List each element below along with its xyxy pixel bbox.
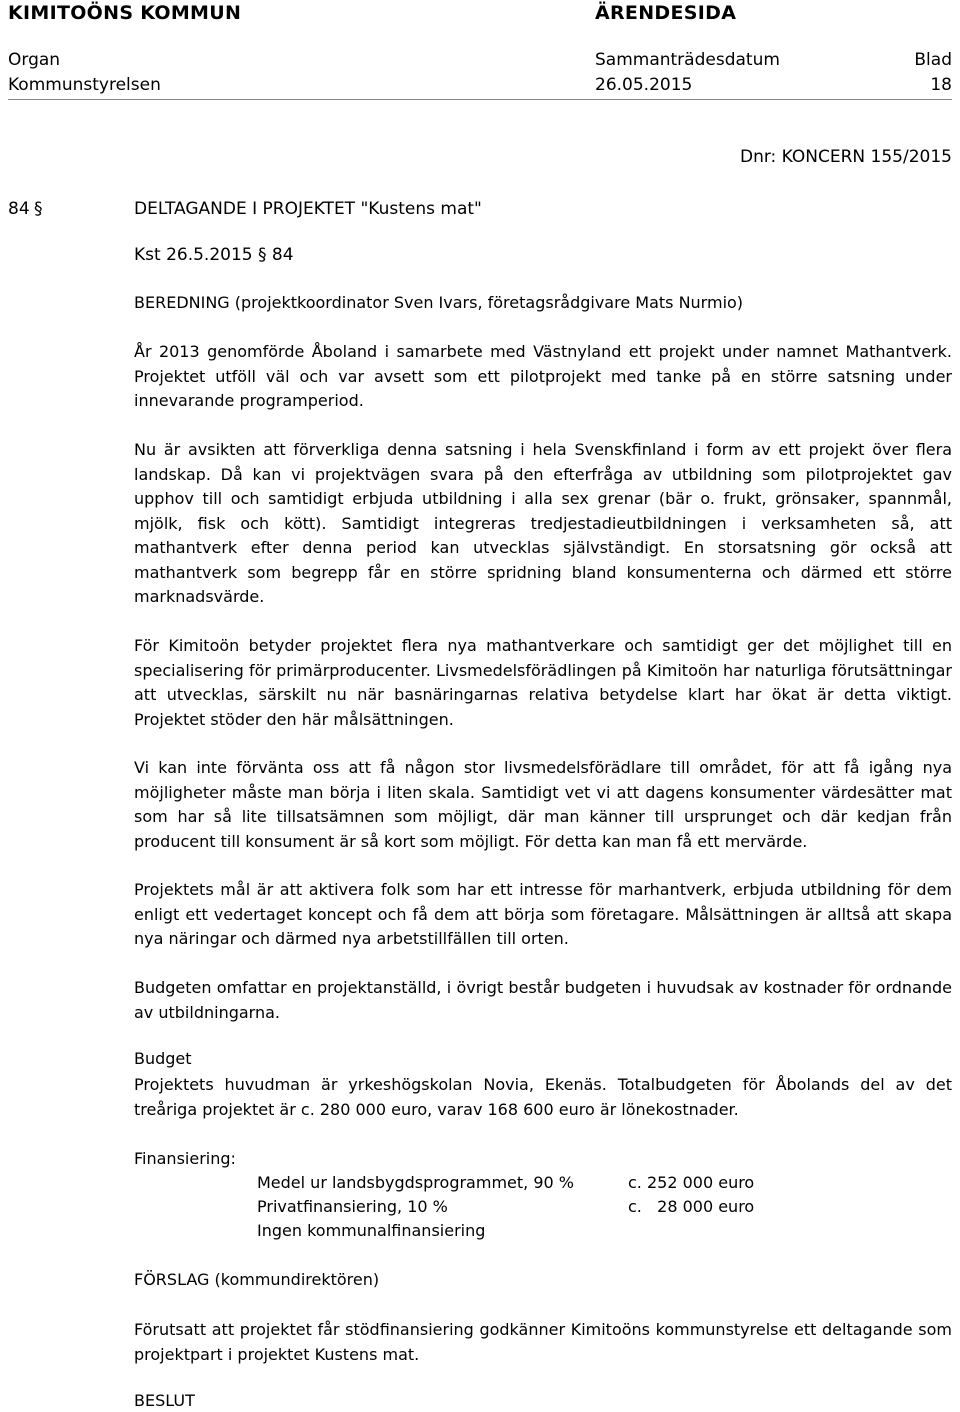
page-number: 18 [930, 75, 952, 95]
financing-label: Finansiering: [134, 1149, 236, 1168]
budget-heading: Budget [134, 1049, 192, 1068]
page-label: Blad [914, 50, 952, 70]
organ-value: Kommunstyrelsen [8, 75, 161, 95]
meeting-date-label: Sammanträdesdatum [595, 50, 780, 70]
paragraph-3: För Kimitoön betyder projektet flera nya mathantverkare och samtidigt ger det möjlighet till en specialisering för primärproducenter. Livsmedelsförädlingen på Kimitoön har naturliga förutsättningar att utvecklas, särskilt nu när basnäringarnas relativa betydelse klart har ökat är detta viktigt. Projektet stöder den här målsättningen. [134, 636, 952, 729]
budget-text: Projektets huvudman är yrkeshögskolan Novia, Ekenäs. Totalbudgeten för Åbolands del av det treåriga projektet är c. 280 000 euro, varav 168 600 euro är lönekostnader. [134, 1075, 952, 1119]
paragraph-6: Budgeten omfattar en projektanställd, i övrigt består budgeten i huvudsak av kostnader för ordnande av utbildningarna. [134, 978, 952, 1022]
kst-reference: Kst 26.5.2015 § 84 [134, 245, 294, 265]
header-divider [8, 99, 952, 100]
case-title: DELTAGANDE I PROJEKTET "Kustens mat" [134, 199, 482, 219]
financing-source-3: Ingen kommunalfinansiering [257, 1221, 486, 1240]
beredning-heading: BEREDNING (projektkoordinator Sven Ivars, företagsrådgivare Mats Nurmio) [134, 293, 744, 312]
decision-heading: BESLUT [134, 1391, 195, 1410]
section-symbol: § [34, 199, 43, 219]
proposal-heading: FÖRSLAG (kommundirektören) [134, 1270, 380, 1289]
meeting-date-value: 26.05.2015 [595, 75, 693, 95]
case-number: 84 [8, 199, 30, 219]
paragraph-1: År 2013 genomförde Åboland i samarbete med Västnyland ett projekt under namnet Mathantverk. Projektet utföll väl och var avsett som ett pilotprojekt med tanke på en större satsning under innevarande programperiod. [134, 342, 952, 410]
paragraph-4: Vi kan inte förvänta oss att få någon stor livsmedelsförädlare till området, för att få igång nya möjligheter måste man börja i liten skala. Samtidigt vet vi att dagens konsumenter värdesätter mat som har så lite tillsatsämnen som möjligt, där man känner till ursprunget och där kedjan från producent till konsument är så kort som möjligt. För detta kan man få ett mervärde. [134, 758, 952, 851]
proposal-text: Förutsatt att projektet får stödfinansiering godkänner Kimitoöns kommunstyrelse ett deltagande som projektpart i projektet Kustens mat. [134, 1320, 952, 1364]
diary-number: Dnr: KONCERN 155/2015 [740, 147, 952, 167]
organ-label: Organ [8, 50, 61, 70]
paragraph-2: Nu är avsikten att förverkliga denna satsning i hela Svenskfinland i form av ett projekt över flera landskap. Då kan vi projektvägen svara på den efterfråga av utbildning som pilotprojektet gav upphov till och samtidigt erbjuda utbildning i alla sex grenar (bär o. frukt, grönsaker, spannmål, mjölk, fisk och kött). Samtidigt integreras tredjestadieutbildningen i verksamheten så, att mathantverk efter denna period kan utvecklas självständigt. En storsatsning gör också att mathantverk som begrepp får en större spridning bland konsumenterna och därmed ett större marknadsvärde. [134, 440, 952, 606]
financing-amount-2: c. 28 000 euro [628, 1197, 755, 1216]
document-type: ÄRENDESIDA [595, 2, 737, 24]
financing-source-2: Privatfinansiering, 10 % [257, 1197, 448, 1216]
municipality-name: KIMITOÖNS KOMMUN [8, 2, 242, 24]
financing-source-1: Medel ur landsbygdsprogrammet, 90 % [257, 1173, 574, 1192]
paragraph-5: Projektets mål är att aktivera folk som har ett intresse för marhantverk, erbjuda utbildning för dem enligt ett vedertaget koncept och få dem att börja som företagare. Målsättningen är alltså att skapa nya näringar och därmed nya arbetstillfällen till orten. [134, 880, 952, 948]
financing-amount-1: c. 252 000 euro [628, 1173, 755, 1192]
